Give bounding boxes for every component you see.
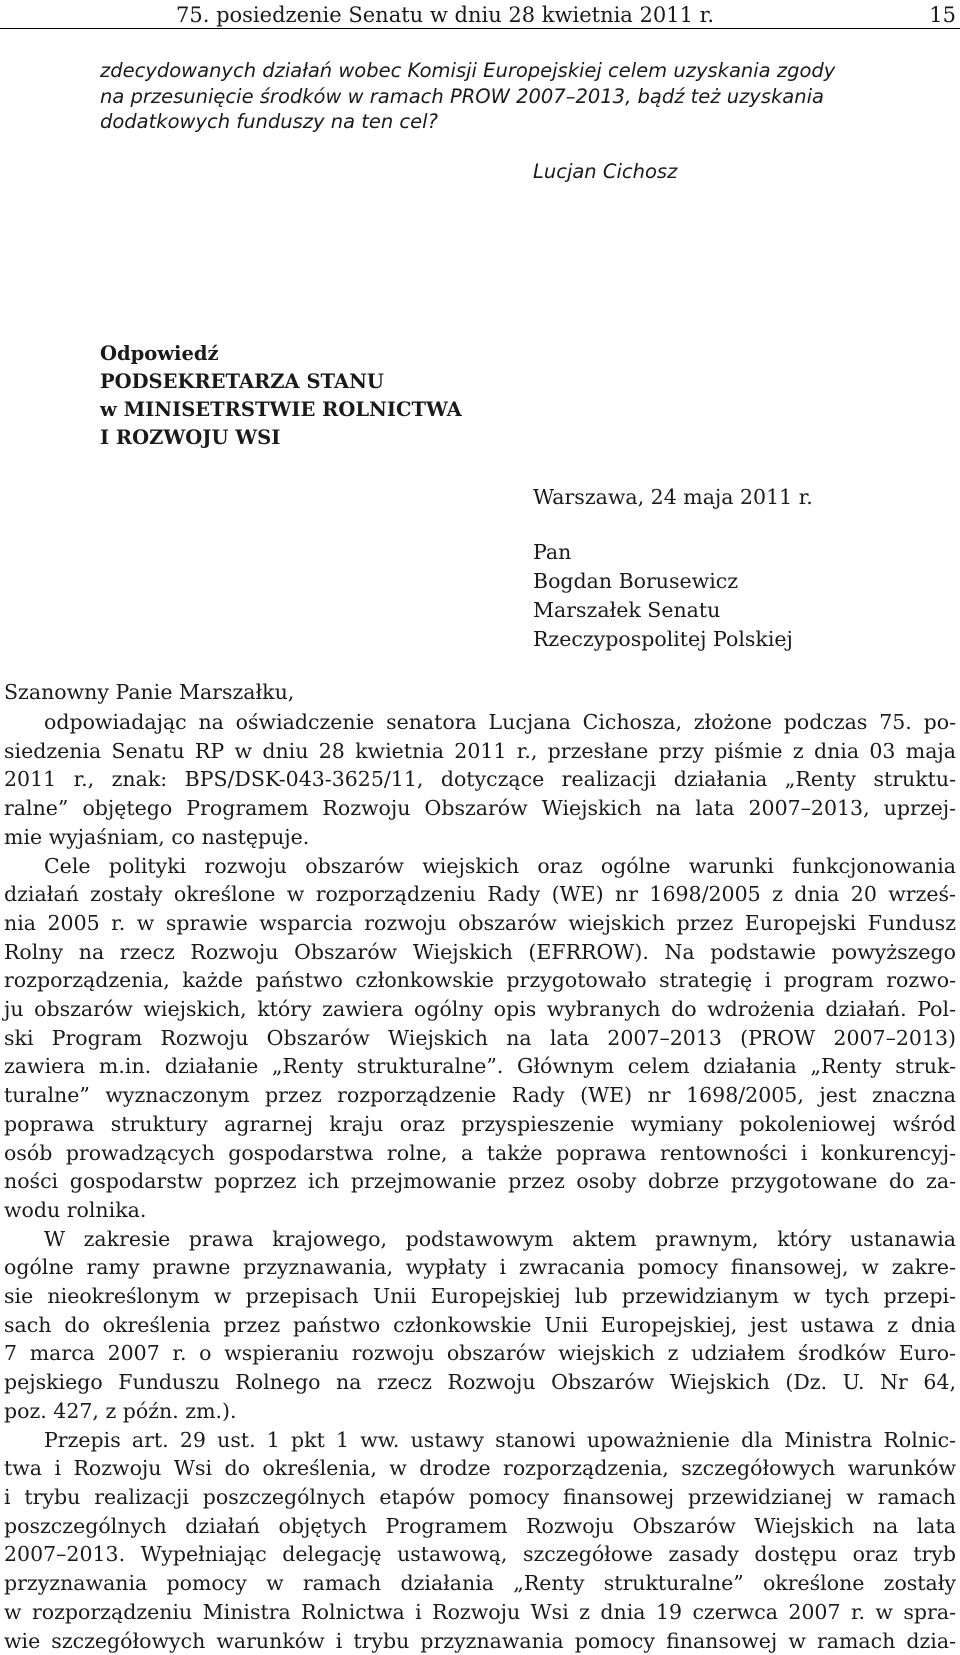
response-heading-line: Odpowiedź bbox=[100, 340, 462, 368]
body-line: Przepis art. 29 ust. 1 pkt 1 ww. ustawy stanowi upoważnienie dla Ministra Rolnic- bbox=[4, 1426, 956, 1455]
body-line: i trybu realizacji poszczególnych etapów pomocy finansowej przewidzianej w ramach bbox=[4, 1483, 956, 1512]
body-line: zawiera m.in. działanie „Renty strukturalne”. Głównym celem działania „Renty struk- bbox=[4, 1052, 956, 1081]
body-line: Rolny na rzecz Rozwoju Obszarów Wiejskich (EFRROW). Na podstawie powyższego bbox=[4, 938, 956, 967]
response-heading bbox=[100, 340, 462, 452]
header-title: 75. posiedzenie Senatu w dniu 28 kwietnia 2011 r. bbox=[176, 2, 714, 28]
body-line: Cele polityki rozwoju obszarów wiejskich oraz ogólne warunki funkcjonowania bbox=[4, 852, 956, 881]
body-line: ralne” objętego Programem Rozwoju Obszarów Wiejskich na lata 2007–2013, uprzej- bbox=[4, 794, 956, 823]
body-line: 2007–2013. Wypełniając delegację ustawową, szczegółowe zasady dostępu oraz tryb bbox=[4, 1540, 956, 1569]
question-line: zdecydowanych działań wobec Komisji Europejskiej celem uzyskania zgody bbox=[100, 58, 860, 84]
body-line: ju obszarów wiejskich, który zawiera ogólny opis wybranych do wdrożenia działań. Pol- bbox=[4, 995, 956, 1024]
page-number: 15 bbox=[929, 2, 956, 28]
body-line: rozporządzenia, każde państwo członkowskie przygotowało strategię i program rozwo- bbox=[4, 966, 956, 995]
question-line: dodatkowych funduszy na ten cel? bbox=[100, 109, 860, 135]
body-line: siedzenia Senatu RP w dniu 28 kwietnia 2011 r., przesłane przy piśmie z dnia 03 maja bbox=[4, 737, 956, 766]
body-line: wie szczegółowych warunków i trybu przyznawania pomocy finansowej w ramach dzia- bbox=[4, 1627, 956, 1655]
body-line: ności gospodarstw poprzez ich przejmowanie przez osoby dobrze przygotowane do za- bbox=[4, 1167, 956, 1196]
body-line: nia 2005 r. w sprawie wsparcia rozwoju obszarów wiejskich przez Europejski Fundusz bbox=[4, 909, 956, 938]
body-line: twa i Rozwoju Wsi do określenia, w drodze rozporządzenia, szczegółowych warunków bbox=[4, 1454, 956, 1483]
body-line: w rozporządzeniu Ministra Rolnictwa i Rozwoju Wsi z dnia 19 czerwca 2007 r. w spra- bbox=[4, 1598, 956, 1627]
addressee-line: Rzeczypospolitej Polskiej bbox=[533, 625, 793, 654]
body-line: działań zostały określone w rozporządzeniu Rady (WE) nr 1698/2005 z dnia 20 wrześ- bbox=[4, 880, 956, 909]
body-line: mie wyjaśniam, co następuje. bbox=[4, 823, 956, 852]
addressee-line: Marszałek Senatu bbox=[533, 596, 793, 625]
addressee-line: Pan bbox=[533, 538, 793, 567]
question-line: na przesunięcie środków w ramach PROW 2007–2013, bądź też uzyskania bbox=[100, 84, 860, 110]
response-heading-line: w MINISETRSTWIE ROLNICTWA bbox=[100, 396, 462, 424]
body-line: W zakresie prawa krajowego, podstawowym aktem prawnym, który ustanawia bbox=[4, 1225, 956, 1254]
addressee-block bbox=[533, 538, 793, 654]
body-line: sach do określenia przez państwo członkowskie Unii Europejskiej, jest ustawa z dnia bbox=[4, 1311, 956, 1340]
addressee-line: Bogdan Borusewicz bbox=[533, 567, 793, 596]
body-line: odpowiadając na oświadczenie senatora Lucjana Cichosza, złożone podczas 75. po- bbox=[4, 708, 956, 737]
body-line: sie nieokreślonym w przepisach Unii Europejskiej lub przewidzianym w tych przepi- bbox=[4, 1282, 956, 1311]
body-line: 2011 r., znak: BPS/DSK-043-3625/11, dotyczące realizacji działania „Renty struktu- bbox=[4, 765, 956, 794]
body-line: 7 marca 2007 r. o wspieraniu rozwoju obszarów wiejskich z udziałem środków Euro- bbox=[4, 1339, 956, 1368]
body-line: przyznawania pomocy w ramach działania „Renty strukturalne” określone zostały bbox=[4, 1569, 956, 1598]
running-header bbox=[0, 2, 960, 29]
body-line: poz. 427, z późn. zm.). bbox=[4, 1397, 956, 1426]
response-heading-line: I ROZWOJU WSI bbox=[100, 424, 462, 452]
letter-body bbox=[4, 708, 956, 1655]
salutation: Szanowny Panie Marszałku, bbox=[4, 680, 294, 704]
question-author: Lucjan Cichosz bbox=[533, 160, 677, 183]
body-line: poszczególnych działań objętych Programem Rozwoju Obszarów Wiejskich na lata bbox=[4, 1512, 956, 1541]
body-line: osób prowadzących gospodarstwa rolne, a także poprawa rentowności i konkurencyj- bbox=[4, 1139, 956, 1168]
body-line: pejskiego Funduszu Rolnego na rzecz Rozwoju Obszarów Wiejskich (Dz. U. Nr 64, bbox=[4, 1368, 956, 1397]
body-line: ski Program Rozwoju Obszarów Wiejskich na lata 2007–2013 (PROW 2007–2013) bbox=[4, 1024, 956, 1053]
letter-date: Warszawa, 24 maja 2011 r. bbox=[533, 485, 813, 509]
response-heading-line: PODSEKRETARZA STANU bbox=[100, 368, 462, 396]
body-line: wodu rolnika. bbox=[4, 1196, 956, 1225]
body-line: turalne” wyznaczonym przez rozporządzenie Rady (WE) nr 1698/2005, jest znaczna bbox=[4, 1081, 956, 1110]
body-line: poprawa struktury agrarnej kraju oraz przyspieszenie wymiany pokoleniowej wśród bbox=[4, 1110, 956, 1139]
body-line: ogólne ramy prawne przyznawania, wypłaty i zwracania pomocy finansowej, w zakre- bbox=[4, 1253, 956, 1282]
question-text bbox=[100, 58, 860, 135]
